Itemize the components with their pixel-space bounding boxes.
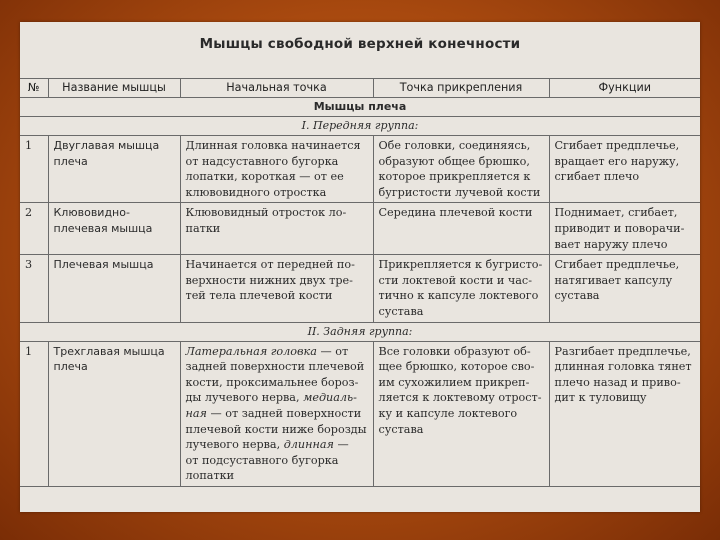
header-name: Название мышцы (48, 79, 180, 98)
insertion-cell: Все головки образуют об- щее брюшко, которое сво- им сухожилием прикреп- ляется к локтевому отрост- ку и капсуле локтевого сустава (373, 341, 549, 486)
origin-cell (180, 341, 373, 486)
row-num: 3 (20, 255, 48, 322)
function-cell: Поднимает, сгибает, приводит и поворачи- вает наружу плечо (549, 203, 700, 255)
muscle-name: Клювовидно- плечевая мышца (48, 203, 180, 255)
long-head-label: длинная (283, 438, 334, 452)
document-page (20, 22, 700, 512)
table-row (20, 136, 700, 203)
header-origin: Начальная точка (180, 79, 373, 98)
document-title: Мышцы свободной верхней конечности (199, 36, 521, 52)
insertion-cell: Прикрепляется к бугристо- сти локтевой кости и час- тично к капсуле локтевого сустава (373, 255, 549, 322)
group-anterior: I. Передняя группа: (20, 117, 700, 136)
section-row (20, 98, 700, 117)
row-num: 1 (20, 136, 48, 203)
group-row (20, 117, 700, 136)
function-cell: Сгибает предплечье, натягивает капсулу сустава (549, 255, 700, 322)
function-cell: Разгибает предплечье, длинная головка тянет плечо назад и приво- дит к туловищу (549, 341, 700, 486)
function-cell: Сгибает предплечье, вращает его наружу, сгибает плечо (549, 136, 700, 203)
table-row (20, 255, 700, 322)
lateral-head-label: Латеральная головка (185, 344, 317, 358)
medial-head-label: медиаль- ная (185, 391, 357, 420)
header-num: № (20, 79, 48, 98)
table-row (20, 341, 700, 486)
medial-head-text: — от задней поверхности плечевой кости ниже борозды лучевого нерва, (185, 406, 367, 452)
section-title: Мышцы плеча (20, 98, 700, 117)
insertion-cell: Обе головки, соединяясь, образуют общее брюшко, которое прикрепляется к бугристости лучевой кости (373, 136, 549, 203)
row-num: 2 (20, 203, 48, 255)
lateral-head-text: — от задней поверхности плечевой кости, проксимальнее бороз- ды лучевого нерва, (185, 344, 365, 405)
header-insertion: Точка прикрепления (373, 79, 549, 98)
long-head-text: — от подсуставного бугорка лопатки (185, 438, 349, 483)
row-num: 1 (20, 341, 48, 486)
group-row (20, 322, 700, 341)
insertion-cell: Середина плечевой кости (373, 203, 549, 255)
table-row (20, 203, 700, 255)
origin-cell: Начинается от передней по- верхности нижних двух тре- тей тела плечевой кости (180, 255, 373, 322)
header-function: Функции (549, 79, 700, 98)
origin-cell: Длинная головка начинается от надсуставного бугорка лопатки, короткая — от ее клювовидного отростка (180, 136, 373, 203)
muscle-name: Плечевая мышца (48, 255, 180, 322)
muscles-table (20, 78, 700, 487)
origin-cell: Клювовидный отросток ло- патки (180, 203, 373, 255)
group-posterior: II. Задняя группа: (20, 322, 700, 341)
muscle-name: Двуглавая мышца плеча (48, 136, 180, 203)
table-header-row (20, 79, 700, 98)
muscle-name: Трехглавая мышца плеча (48, 341, 180, 486)
